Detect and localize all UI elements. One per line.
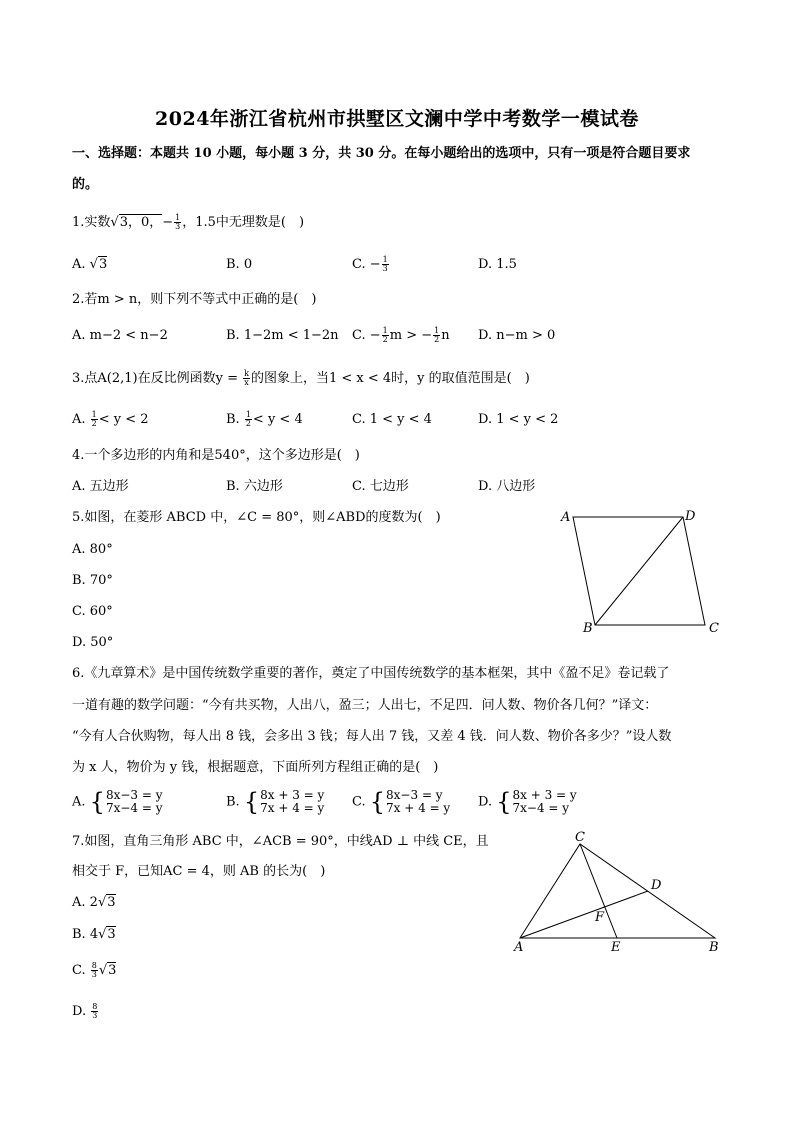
q4-option-d[interactable]: D. 八边形	[478, 479, 536, 494]
question-1: 1.实数√3，0，− $\frac{1}{3}$ ，1.5中无理数是( )	[72, 213, 305, 231]
question-5: 5.如图，在菱形 ABCD 中，∠C = 80°，则∠ABD的度数为( )	[72, 510, 441, 525]
q5-option-b[interactable]: B. 70°	[72, 573, 113, 588]
sqrt-symbol: √	[110, 215, 119, 230]
q3-option-d[interactable]: D. 1 < y < 2	[478, 412, 559, 427]
vertex-label-f: F	[595, 910, 605, 925]
question-6-line-3: “今有人合伙购物，每人出 8 钱，会多出 3 钱；每人出 7 钱，又差 4 钱．问人数、物价各多少？”设人数	[72, 729, 672, 744]
section-heading: 一、选择题：本题共 10 小题，每小题 3 分，共 30 分。在每小题给出的选项中，只有一项是符合题目要求	[72, 146, 691, 161]
q4-option-b[interactable]: B. 六边形	[226, 479, 283, 494]
vertex-label-b: B	[583, 621, 593, 636]
q6-option-d[interactable]: D. { 8x + 3 = y 7x−4 = y	[478, 788, 577, 816]
q1-option-a[interactable]: A. √3	[72, 257, 108, 272]
q3-option-c[interactable]: C. 1 < y < 4	[352, 412, 432, 427]
q4-option-a[interactable]: A. 五边形	[72, 479, 129, 494]
q1-text-c: ，1.5中无理数是( )	[182, 215, 305, 230]
vertex-label-a: A	[561, 510, 571, 525]
q5-option-c[interactable]: C. 60°	[72, 604, 113, 619]
q1-text-b: 3，0，	[119, 215, 163, 230]
vertex-label-d: D	[651, 878, 662, 893]
question-6-line-4: 为 x 人，物价为 y 钱，根据题意，下面所列方程组正确的是( )	[72, 760, 439, 775]
vertex-label-c: C	[575, 830, 585, 845]
section-heading-cont: 的。	[72, 177, 99, 192]
q6-option-a[interactable]: A. { 8x−3 = y 7x−4 = y	[72, 788, 163, 816]
q7-option-b[interactable]: B. 4√3	[72, 927, 116, 942]
triangle-abc	[520, 844, 715, 938]
q7-option-a[interactable]: A. 2√3	[72, 895, 116, 910]
q7-option-d[interactable]: D. $\frac{8}{3}$	[72, 1002, 98, 1020]
q2-option-b[interactable]: B. 1−2m < 1−2n	[226, 328, 339, 343]
question-6-line-2: 一道有趣的数学问题：“今有共买物，人出八，盈三；人出七，不足四．问人数、物价各几何？”译文：	[72, 698, 658, 713]
question-7-line-2: 相交于 F，已知AC = 4，则 AB 的长为( )	[72, 864, 326, 879]
triangle-figure	[505, 828, 730, 956]
vertex-label-a: A	[514, 940, 524, 955]
q5-option-d[interactable]: D. 50°	[72, 635, 114, 650]
q1-option-b[interactable]: B. 0	[226, 257, 253, 272]
vertex-label-e: E	[611, 940, 621, 955]
q2-option-c[interactable]: C. − $\frac{1}{2}$ m > − $\frac{1}{2}$ n	[352, 326, 450, 344]
fraction: $\frac{1}{3}$	[175, 213, 181, 231]
q5-option-a[interactable]: A. 80°	[72, 542, 113, 557]
median-ad	[520, 891, 648, 938]
vertex-label-d: D	[685, 509, 696, 524]
vertex-label-b: B	[709, 940, 719, 955]
q1-text-a: 1.实数	[72, 215, 111, 230]
q1-option-d[interactable]: D. 1.5	[478, 257, 517, 272]
q3-option-a[interactable]: A. $\frac{1}{2}$ < y < 2	[72, 410, 149, 428]
rhombus-figure	[555, 505, 730, 640]
q2-option-a[interactable]: A. m−2 < n−2	[72, 328, 168, 343]
q3-option-b[interactable]: B. $\frac{1}{2}$ < y < 4	[226, 410, 303, 428]
question-6-line-1: 6.《九章算术》是中国传统数学重要的著作，奠定了中国传统数学的基本框架，其中《盈不足》卷记载了	[72, 666, 670, 681]
vertex-label-c: C	[709, 621, 719, 636]
q1-option-c[interactable]: C. − $\frac{1}{3}$	[352, 255, 388, 273]
question-3: 3.点A(2,1)在反比例函数y = $\frac{k}{x}$ 的图象上，当1 < x < 4时，y 的取值范围是( )	[72, 369, 530, 387]
q6-option-c[interactable]: C. { 8x−3 = y 7x + 4 = y	[352, 788, 451, 816]
page-title: 2024年浙江省杭州市拱墅区文澜中学中考数学一模试卷	[155, 108, 639, 130]
q2-option-d[interactable]: D. n−m > 0	[478, 328, 556, 343]
diagonal-bd	[595, 517, 683, 625]
question-7-line-1: 7.如图，直角三角形 ABC 中，∠ACB = 90°，中线AD ⊥ 中线 CE，且	[72, 834, 489, 849]
q7-option-c[interactable]: C. $\frac{8}{3}$ √3	[72, 961, 117, 979]
question-2: 2.若m > n，则下列不等式中正确的是( )	[72, 292, 317, 307]
q6-option-b[interactable]: B. { 8x + 3 = y 7x + 4 = y	[226, 788, 325, 816]
q4-option-c[interactable]: C. 七边形	[352, 479, 409, 494]
question-4: 4.一个多边形的内角和是540°，这个多边形是( )	[72, 448, 360, 463]
